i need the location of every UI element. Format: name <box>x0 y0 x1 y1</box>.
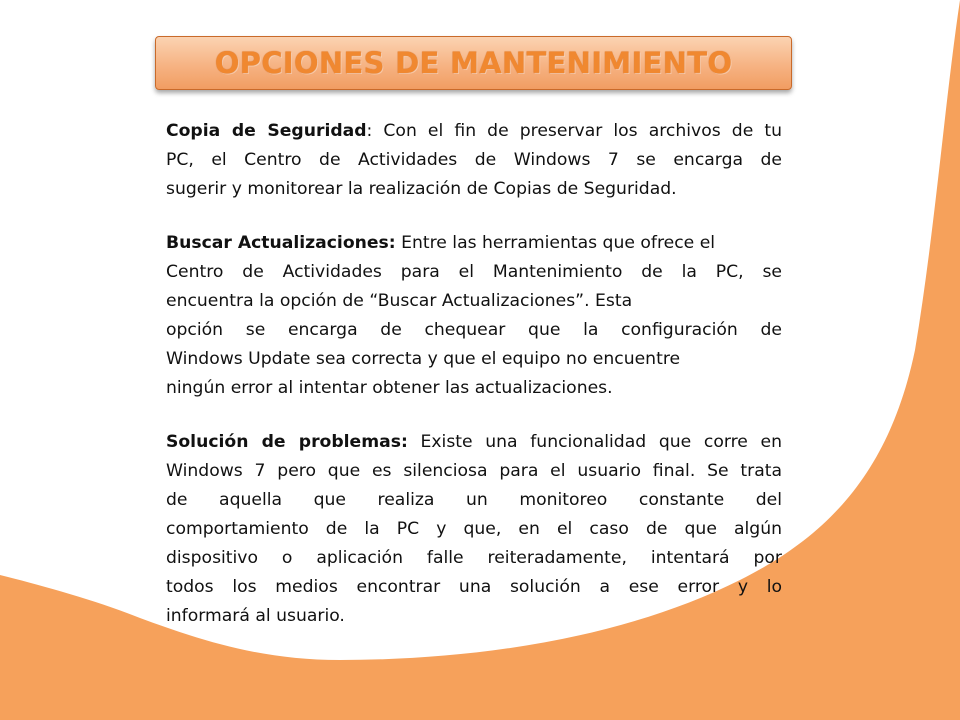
paragraph-buscar-actualizaciones <box>166 229 782 403</box>
paragraph-line: Windows Update sea correcta y que el equipo no encuentre <box>166 349 681 369</box>
paragraph-line: PC, el Centro de Actividades de Windows 7 se encarga de <box>166 150 782 170</box>
paragraph-line: dispositivo o aplicación falle reiteradamente, intentará por <box>166 548 782 568</box>
paragraph-solucion-problemas <box>166 428 782 631</box>
paragraph-line: Copia de Seguridad: Con el fin de preservar los archivos de tu <box>166 121 782 141</box>
paragraph-line: opción se encarga de chequear que la configuración de <box>166 320 782 340</box>
page-title: OPCIONES DE MANTENIMIENTO <box>214 46 733 80</box>
paragraph-line: Windows 7 pero que es silenciosa para el usuario final. Se trata <box>166 461 782 481</box>
paragraph-line: Buscar Actualizaciones: Entre las herramientas que ofrece el <box>166 233 716 253</box>
term-label: Solución de problemas: <box>166 432 408 452</box>
paragraph-line: ningún error al intentar obtener las actualizaciones. <box>166 378 613 398</box>
title-banner <box>155 36 792 90</box>
paragraph-line: Solución de problemas: Existe una funcionalidad que corre en <box>166 432 783 452</box>
paragraph-line: comportamiento de la PC y que, en el caso de que algún <box>166 519 782 539</box>
paragraph-line: encuentra la opción de “Buscar Actualizaciones”. Esta <box>166 291 633 311</box>
paragraph-copia-seguridad <box>166 117 782 204</box>
paragraph-line: de aquella que realiza un monitoreo constante del <box>166 490 782 510</box>
paragraph-line: todos los medios encontrar una solución a ese error y lo <box>166 577 782 597</box>
term-label: Copia de Seguridad <box>166 121 367 141</box>
paragraph-line: informará al usuario. <box>166 606 345 626</box>
term-label: Buscar Actualizaciones: <box>166 233 396 253</box>
content-body <box>166 117 782 656</box>
paragraph-line: sugerir y monitorear la realización de Copias de Seguridad. <box>166 179 677 199</box>
paragraph-line: Centro de Actividades para el Mantenimiento de la PC, se <box>166 262 782 282</box>
